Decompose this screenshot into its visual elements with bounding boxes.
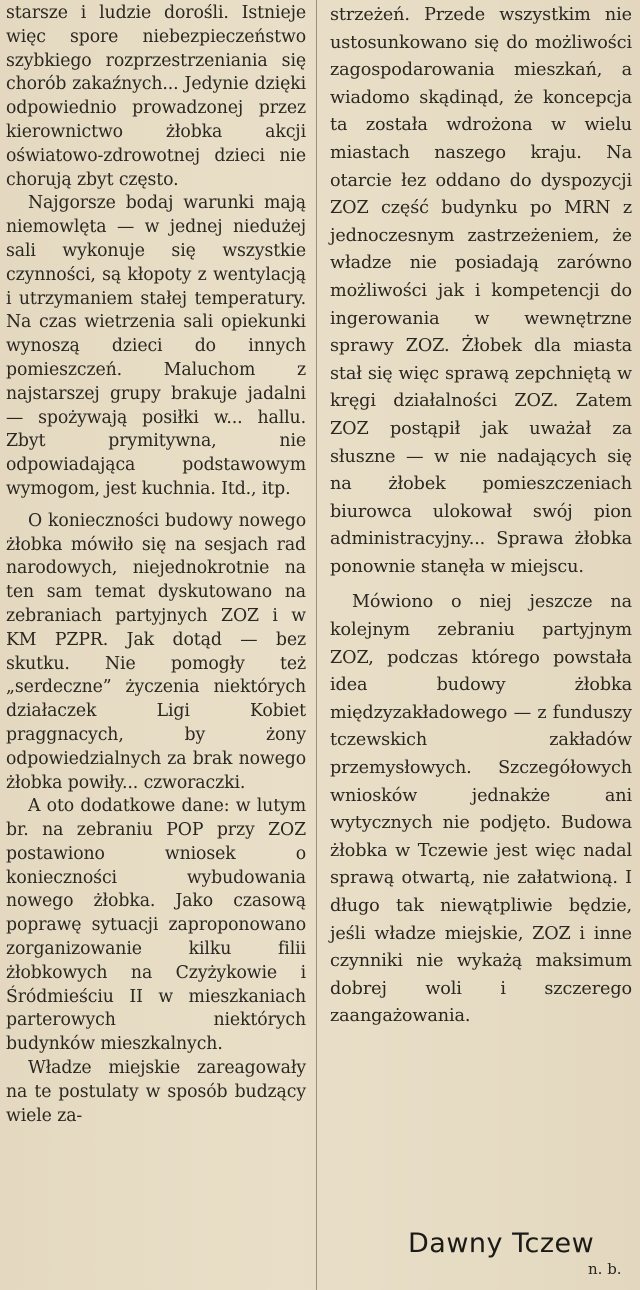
column-divider bbox=[316, 0, 317, 1290]
watermark: Dawny Tczew bbox=[408, 1228, 595, 1259]
paragraph: strzeżeń. Przede wszystkim nie ustosunkowano się do możliwości zagospodarowania mieszkań, a wiadomo skądinąd, że koncepcja ta została wdrożona w wielu miastach naszego kraju. Na otarcie łez oddano do dyspozycji ZOZ część budynku po MRN z jednoczesnym zastrzeżeniem, że władze nie posiadają zarówno możliwości jak i kompetencji do ingerowania w wewnętrzne sprawy ZOZ. Żłobek dla miasta stał się więc sprawą zepchniętą w kręgi działalności ZOZ. Zatem ZOZ postąpił jak uważał za słuszne — w nie nadających się na żłobek pomieszczeniach biurowca ulokował swój pion administracyjny... Sprawa żłobka ponownie stanęła w miejscu. bbox=[330, 5, 632, 577]
paragraph: O konieczności budowy nowego żłobka mówiło się na sesjach rad narodowych, niejednokrotnie na ten sam temat dyskutowano na zebraniach partyjnych ZOZ i w KM PZPR. Jak dotąd — bez skutku. Nie pomogły też „serdeczne” życzenia niektórych działaczek Ligi Kobiet praggnacych, by żony odpowiedzialnych za brak nowego żłobka powiły... czworaczki. bbox=[6, 510, 306, 793]
right-column bbox=[330, 2, 632, 1031]
paragraph: A oto dodatkowe dane: w lutym br. na zebraniu POP przy ZOZ postawiono wniosek o konieczności wybudowania nowego żłobka. Jako czasową poprawę sytuacji zaproponowano zorganizowanie kilku filii żłobkowych na Czyżykowie i Śródmieściu II w mieszkaniach parterowych niektórych budynków mieszkalnych. bbox=[6, 796, 306, 1055]
left-column bbox=[6, 2, 306, 1128]
paragraph: Władze miejskie zareagowały na te postulaty w sposób budzący wiele za- bbox=[6, 1058, 306, 1126]
paragraph: starsze i ludzie dorośli. Istnieje więc spore niebezpieczeństwo szybkiego rozprzestrzeniania się chorób zakaźnych... Jedynie dzięki odpowiednio prowadzonej przez kierownictwo żłobka akcji oświatowo-zdrowotnej dzieci nie chorują zbyt często. bbox=[6, 3, 306, 190]
author-signature: n. b. bbox=[588, 1260, 622, 1278]
paragraph: Najgorsze bodaj warunki mają niemowlęta — w jednej niedużej sali wykonuje się wszystkie czynności, są kłopoty z wentylacją i utrzymaniem stałej temperatury. Na czas wietrzenia sali opiekunki wynoszą dzieci do innych pomieszczeń. Maluchom z najstarszej grupy brakuje jadalni — spożywają posiłki w... hallu. Zbyt prymitywna, nie odpowiadająca podstawowym wymogom, jest kuchnia. Itd., itp. bbox=[6, 193, 306, 499]
paragraph: Mówiono o niej jeszcze na kolejnym zebraniu partyjnym ZOZ, podczas którego powstała idea budowy żłobka międzyzakładowego — z funduszy tczewskich zakładów przemysłowych. Szczegółowych wniosków jednakże ani wytycznych nie podjęto. Budowa żłobka w Tczewie jest więc nadal sprawą otwartą, nie załatwioną. I długo tak niewątpliwie będzie, jeśli władze miejskie, ZOZ i inne czynniki nie wykażą maksimum dobrej woli i szczerego zaangażowania. bbox=[330, 592, 632, 1027]
